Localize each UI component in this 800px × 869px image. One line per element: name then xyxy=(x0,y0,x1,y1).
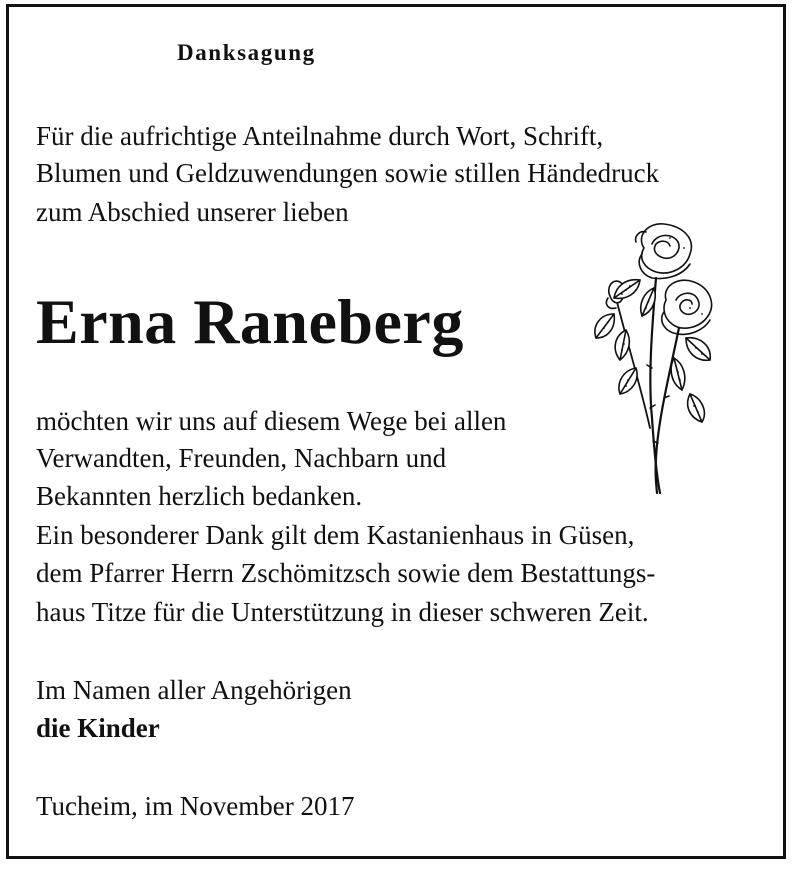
notice-heading: Danksagung xyxy=(177,40,316,65)
thanks-line-1: möchten wir uns auf diesem Wege bei allen xyxy=(36,406,507,436)
intro-line-2: Blumen und Geldzuwendungen sowie stillen Händedruck xyxy=(36,158,660,188)
signoff-line: Im Namen aller Angehörigen xyxy=(36,675,352,705)
thanks-line-4: Ein besonderer Dank gilt dem Kastanienhaus in Güsen, xyxy=(36,520,635,550)
thanks-line-5: dem Pfarrer Herrn Zschömitzsch sowie dem Bestattungs- xyxy=(36,558,656,588)
intro-line-3: zum Abschied unserer lieben xyxy=(36,197,349,227)
thanks-line-2: Verwandten, Freunden, Nachbarn und xyxy=(36,443,447,473)
thanks-line-6: haus Titze für die Unterstützung in dieser schweren Zeit. xyxy=(36,597,649,627)
thanks-line-3: Bekannten herzlich bedanken. xyxy=(36,481,363,511)
signoff-name: die Kinder xyxy=(36,713,160,743)
place-date: Tucheim, im November 2017 xyxy=(36,791,355,821)
roses-icon xyxy=(586,218,726,498)
intro-line-1: Für die aufrichtige Anteilnahme durch Wort, Schrift, xyxy=(36,121,604,151)
deceased-name: Erna Raneberg xyxy=(36,286,464,357)
